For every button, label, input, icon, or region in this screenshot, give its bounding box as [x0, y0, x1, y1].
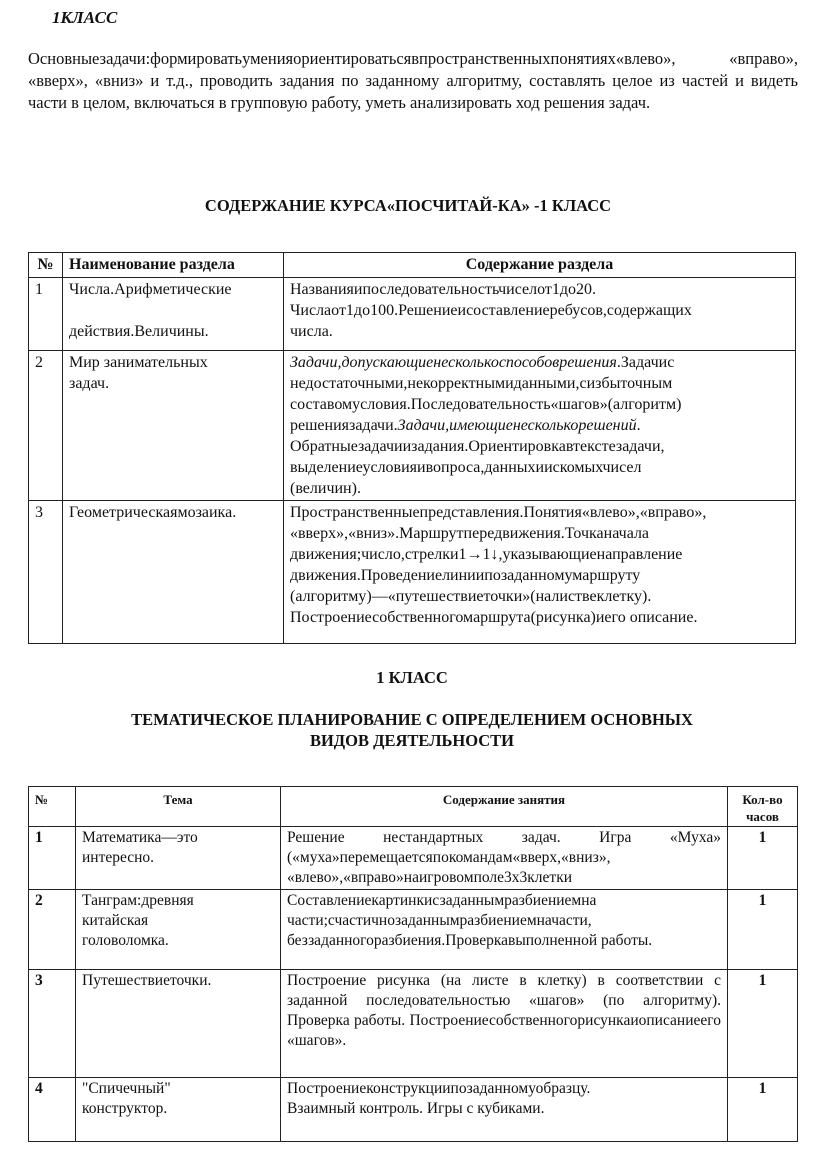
- row-topic: "Спичечный" конструктор.: [76, 1078, 281, 1142]
- row-number: 2: [29, 351, 63, 501]
- row-number: 4: [29, 1078, 76, 1142]
- row-topic: Математика—это интересно.: [76, 827, 281, 890]
- header-number: №: [29, 253, 63, 278]
- header-section-content: Содержание раздела: [284, 253, 796, 278]
- table-row: [29, 970, 798, 1078]
- header-hours: Кол-во часов: [728, 787, 798, 827]
- row-content: Построение рисунка (на листе в клетку) в соответствии с заданной последовательностью «шагов» (по алгоритму). Проверка работы. Построениесобственногорисункаиописаниеего «шагов».: [281, 970, 728, 1078]
- row-content: Решение нестандартных задач. Игра «Муха» («муха»перемещаетсяпокомандам«вверх,«вниз», «влево»,«вправо»наигровомполе3х3клетки: [281, 827, 728, 890]
- grade-title: 1 КЛАСС: [376, 668, 448, 687]
- thematic-plan-table: [28, 786, 798, 1142]
- row-content: Названияипоследовательностьчиселот1до20. Числаот1до100.Решениеисоставлениеребусов,содержащих числа.: [284, 278, 796, 351]
- table-row: [29, 890, 798, 970]
- table-header-row: [29, 787, 798, 827]
- row-content: Построениеконструкциипозаданномуобразцу. Взаимный контроль. Игры с кубиками.: [281, 1078, 728, 1142]
- row-name: Мир занимательных задач.: [63, 351, 284, 501]
- content-text: . Обратныезадачиизадания.Ориентировкавтекстезадачи, выделениеусловияивопроса,данныхиискомыхчисел (величин).: [290, 417, 665, 497]
- course-title: СОДЕРЖАНИЕ КУРСА«ПОСЧИТАЙ-КА» -1 КЛАСС: [204, 196, 612, 215]
- header-number: №: [29, 787, 76, 827]
- table-row: [29, 827, 798, 890]
- row-number: 1: [29, 278, 63, 351]
- row-topic: Танграм:древняя китайская головоломка.: [76, 890, 281, 970]
- plan-title: ТЕМАТИЧЕСКОЕ ПЛАНИРОВАНИЕ С ОПРЕДЕЛЕНИЕМ ОСНОВНЫХ ВИДОВ ДЕЯТЕЛЬНОСТИ: [131, 710, 693, 750]
- section-heading: 1КЛАСС: [52, 8, 118, 27]
- header-topic: Тема: [76, 787, 281, 827]
- course-content-table: [28, 252, 796, 644]
- row-name: Числа.Арифметические действия.Величины.: [63, 278, 284, 351]
- row-topic: Путешествиеточки.: [76, 970, 281, 1078]
- row-hours: 1: [728, 827, 798, 890]
- row-number: 3: [29, 501, 63, 644]
- row-number: 1: [29, 827, 76, 890]
- table-row: [29, 278, 796, 351]
- header-section-name: Наименование раздела: [63, 253, 284, 278]
- row-name: Геометрическаямозаика.: [63, 501, 284, 644]
- content-italic: Задачи,допускающиенесколькоспособоврешения: [290, 354, 617, 371]
- table-row: [29, 501, 796, 644]
- table-row: [29, 351, 796, 501]
- row-hours: 1: [728, 1078, 798, 1142]
- row-hours: 1: [728, 970, 798, 1078]
- intro-paragraph: Основныезадачи:формироватьуменияориентироватьсявпространственныхпонятиях«влево», «вправо», «вверх», «вниз» и т.д., проводить задания по заданному алгоритму, составлять целое из частей и видеть части в целом, включаться в групповую работу, уметь анализировать ход решения задач.: [28, 49, 798, 112]
- row-number: 3: [29, 970, 76, 1078]
- row-content: Пространственныепредставления.Понятия«влево»,«вправо», «вверх»,«вниз».Маршрутпередвижения.Точканачала движения;число,стрелки1→1↓,указывающиенаправление движения.Проведениелиниипозаданномумаршруту (алгоритму)—«путешествиеточки»(налиствеклетку). Построениесобственногомаршрута(рисунка)иего описание.: [284, 501, 796, 644]
- row-number: 2: [29, 890, 76, 970]
- header-lesson-content: Содержание занятия: [281, 787, 728, 827]
- table-header-row: [29, 253, 796, 278]
- row-hours: 1: [728, 890, 798, 970]
- content-italic: Задачи,имеющиенесколькорешений: [397, 417, 637, 434]
- table-row: [29, 1078, 798, 1142]
- content-text: .Задачис недостаточными,некорректнымиданными,сизбыточным составомусловия.Последовательность«шагов»(алгоритм) решениязадачи.: [290, 354, 682, 434]
- row-content: [284, 351, 796, 501]
- row-content: Составлениекартинкисзаданнымразбиениемна части;счастичнозаданнымразбиениемначасти, беззаданногоразбиения.Проверкавыполненной работы.: [281, 890, 728, 970]
